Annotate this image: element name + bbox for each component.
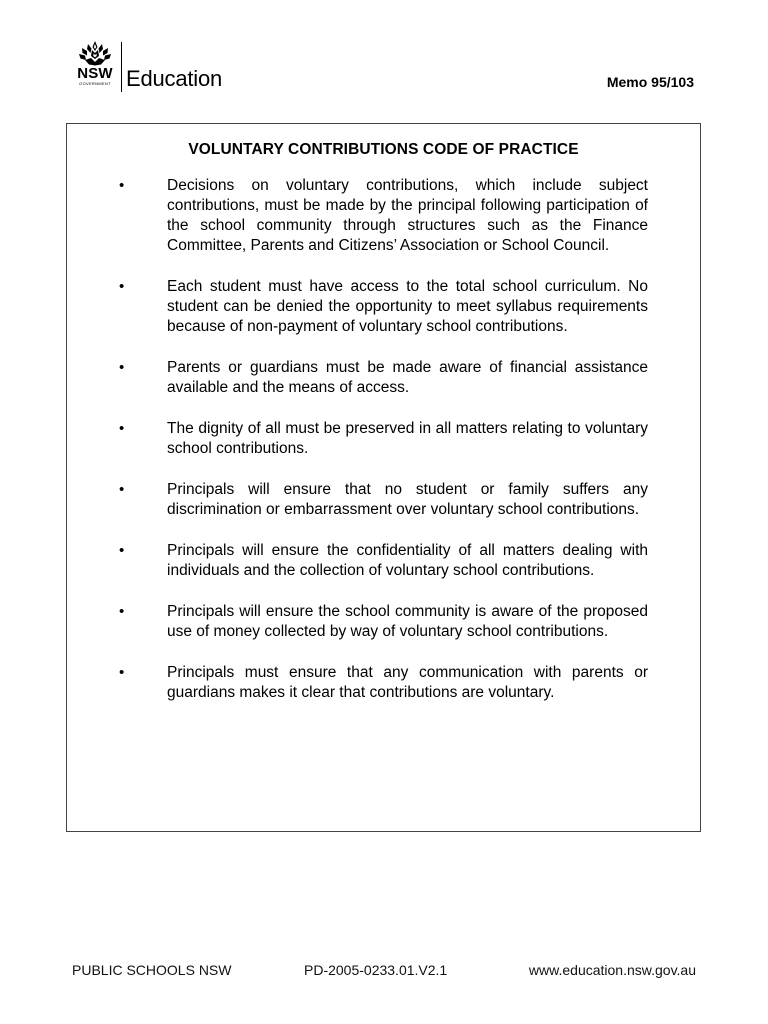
- footer-website-link[interactable]: www.education.nsw.gov.au: [528, 962, 696, 978]
- list-item-text: Principals will ensure the confidentiality of all matters dealing with individuals and the collection of voluntary school contributions.: [167, 542, 648, 579]
- list-item-text: Decisions on voluntary contributions, which include subject contributions, must be made by the principal following participation of the school community through structures such as the Finance Committee, Parents and Citizens’ Association or School Council.: [167, 177, 648, 254]
- logo-divider: [121, 42, 122, 92]
- bullet-icon: •: [119, 542, 125, 559]
- bullet-icon: •: [119, 603, 125, 620]
- list-item: [67, 419, 700, 459]
- code-title: VOLUNTARY CONTRIBUTIONS CODE OF PRACTICE: [188, 141, 579, 158]
- waratah-logo-mark: [72, 40, 118, 86]
- nsw-education-logo: [72, 40, 222, 96]
- list-item: [67, 480, 700, 520]
- bullet-icon: •: [119, 359, 125, 376]
- list-item: [67, 277, 700, 337]
- logo-government-text: GOVERNMENT: [79, 81, 111, 86]
- list-item-text: Principals must ensure that any communication with parents or guardians makes it clear that contributions are voluntary.: [167, 664, 648, 701]
- footer-organisation: PUBLIC SCHOOLS NSW: [72, 962, 232, 978]
- list-item: [67, 176, 700, 256]
- code-of-practice-box: [66, 123, 701, 832]
- code-bullet-list: [67, 176, 700, 724]
- bullet-icon: •: [119, 664, 125, 681]
- list-item: [67, 358, 700, 398]
- logo-education-text: Education: [126, 66, 223, 91]
- bullet-icon: •: [119, 481, 125, 498]
- list-item-text: Principals will ensure that no student or family suffers any discrimination or embarrassment over voluntary school contributions.: [167, 481, 648, 518]
- list-item-text: The dignity of all must be preserved in all matters relating to voluntary school contributions.: [167, 420, 648, 457]
- memo-reference: Memo 95/103: [606, 74, 694, 90]
- list-item: [67, 541, 700, 581]
- bullet-icon: •: [119, 420, 125, 437]
- list-item-text: Principals will ensure the school community is aware of the proposed use of money collected by way of voluntary school contributions.: [167, 603, 648, 640]
- list-item-text: Each student must have access to the total school curriculum. No student can be denied the opportunity to meet syllabus requirements because of non-payment of voluntary school contributions.: [167, 278, 648, 335]
- list-item: [67, 663, 700, 703]
- waratah-icon: [77, 40, 113, 66]
- bullet-icon: •: [119, 278, 125, 295]
- logo-nsw-text: NSW: [77, 65, 113, 82]
- footer-document-id: PD-2005-0233.01.V2.1: [304, 962, 448, 978]
- list-item-text: Parents or guardians must be made aware of financial assistance available and the means of access.: [167, 359, 648, 396]
- bullet-icon: •: [119, 177, 125, 194]
- list-item: [67, 602, 700, 642]
